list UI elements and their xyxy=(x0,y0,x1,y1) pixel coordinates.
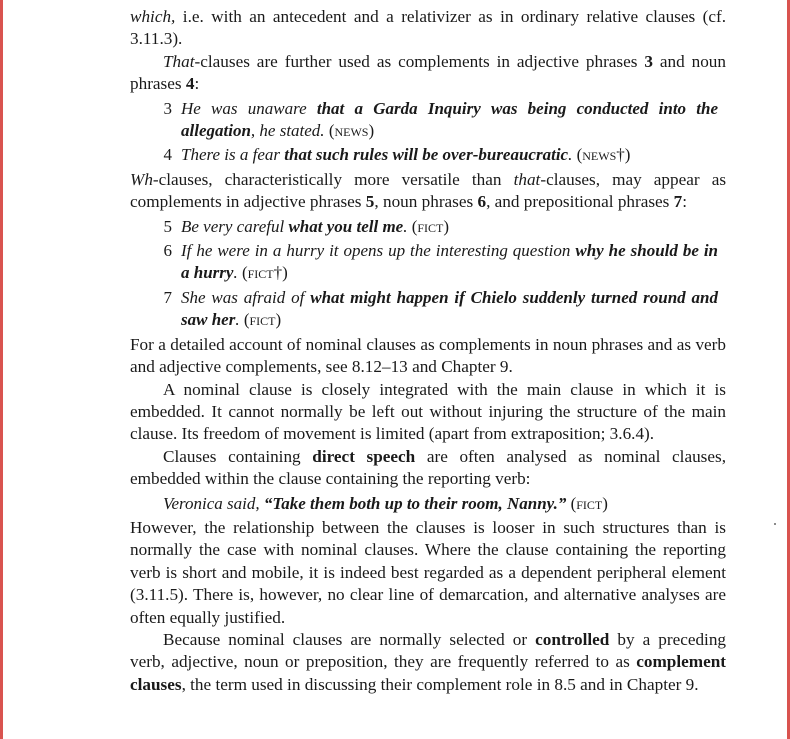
example-4 xyxy=(130,144,726,166)
example-6 xyxy=(130,240,726,285)
source-tag: (fict) xyxy=(243,310,282,330)
text-run: , and prepositional phrases xyxy=(486,192,674,212)
text-run: Because nominal clauses are normally selected or xyxy=(163,629,536,649)
example-text xyxy=(181,98,726,143)
text-run: Wh xyxy=(130,169,153,189)
text-run: and noun phrases xyxy=(130,51,726,94)
text-body xyxy=(130,6,726,696)
text-run: which, xyxy=(130,7,176,26)
highlighted-clause: what might happen if Chielo suddenly turned round and saw her xyxy=(181,287,718,330)
text-run: If he were in a hurry it opens up the interesting question xyxy=(181,241,576,261)
highlighted-clause: why he should be in a hurry xyxy=(181,241,719,283)
example-number: 3 xyxy=(163,98,172,118)
text-run: -clauses, characteristically more versatile than xyxy=(152,169,514,189)
example-number: 7 xyxy=(163,287,172,307)
text-run: He was unaware xyxy=(181,98,317,118)
text-run: Veronica said, xyxy=(163,493,264,513)
example-text xyxy=(181,287,726,332)
text-run: , he stated. xyxy=(250,121,325,141)
example-7 xyxy=(130,287,726,332)
source-tag: (news†) xyxy=(576,145,631,165)
example-text xyxy=(181,144,726,166)
example-number: 6 xyxy=(163,241,172,261)
term: controlled xyxy=(535,629,610,649)
paragraph-direct-speech xyxy=(130,446,726,491)
example-ref: 4 xyxy=(185,74,195,94)
example-3 xyxy=(130,98,726,143)
paragraph-however: However, the relationship between the clauses is looser in such structures than is normally the case with nominal clauses. Where the clause containing the reporting verb is short and mobile, it is indeed best regarded as a dependent peripheral element (3.11.5). There is, however, no clear line of demarcation, and alternative analyses are often equally justified. xyxy=(130,517,726,627)
stray-mark xyxy=(774,523,776,525)
source-tag: (news) xyxy=(328,121,375,141)
text-run: . xyxy=(403,216,408,236)
example-number: 5 xyxy=(163,216,172,236)
text-run: : xyxy=(194,74,200,94)
example-ref: 5 xyxy=(365,192,375,212)
source-tag: (fict) xyxy=(411,216,450,236)
highlighted-clause: that such rules will be over-bureaucratic xyxy=(284,145,569,165)
text-run: She was afraid of xyxy=(181,287,311,307)
text-run: , the term used in discussing their complement role in 8.5 and in Chapter 9. xyxy=(181,674,699,694)
highlighted-clause: that a Garda Inquiry was being conducted into the allegation xyxy=(181,98,718,141)
source-tag: (fict) xyxy=(570,493,608,513)
highlighted-clause: “Take them both up to their room, Nanny.” xyxy=(263,493,567,513)
example-text xyxy=(181,216,726,238)
paragraph-nominal-clause: A nominal clause is closely integrated with the main clause in which it is embedded. It cannot normally be left out without injuring the structure of the main clause. Its freedom of movement is limited (apart from extraposition; 3.6.4). xyxy=(130,379,726,444)
text-run: . xyxy=(235,310,240,330)
paragraph-that-clauses xyxy=(130,51,726,96)
text-run: . xyxy=(568,145,573,165)
text-run: That xyxy=(163,51,195,71)
text-run: There is a fear xyxy=(181,145,285,165)
paragraph-relativizer xyxy=(130,6,726,51)
text-run: by a preceding verb, adjective, noun or preposition, they are frequently referred to as xyxy=(130,629,727,672)
term: complement clauses xyxy=(130,652,726,694)
term: direct speech xyxy=(312,446,416,466)
text-run: Be very careful xyxy=(181,216,289,236)
highlighted-clause: what you tell me xyxy=(288,216,404,236)
text-run: -clauses are further used as complements in adjective phrases xyxy=(194,51,645,71)
text-run: i.e. with an antecedent and a relativizer as in ordinary relative clauses (cf. 3.11.3). xyxy=(130,7,726,49)
example-direct-speech xyxy=(163,493,726,515)
text-run: , noun phrases xyxy=(374,192,478,212)
paragraph-wh-clauses xyxy=(130,169,726,214)
paragraph-complement-clauses xyxy=(130,629,726,696)
text-run: : xyxy=(682,192,688,212)
example-number: 4 xyxy=(163,145,172,165)
example-text xyxy=(181,240,726,285)
text-run: -clauses, may appear as complements in adjective phrases xyxy=(130,169,727,212)
text-run: that xyxy=(513,169,541,189)
text-run: are often analysed as nominal clauses, embedded within the clause containing the reporting verb: xyxy=(130,446,726,489)
example-ref: 3 xyxy=(644,51,653,71)
example-5 xyxy=(130,216,726,238)
text-run: Clauses containing xyxy=(163,446,313,466)
source-tag: (fict†) xyxy=(241,263,288,283)
text-run: . xyxy=(233,263,238,283)
example-ref: 6 xyxy=(477,192,487,212)
paragraph-detailed-account: For a detailed account of nominal clauses as complements in noun phrases and as verb and adjective complements, see 8.12–13 and Chapter 9. xyxy=(130,334,726,377)
example-ref: 7 xyxy=(673,192,683,212)
